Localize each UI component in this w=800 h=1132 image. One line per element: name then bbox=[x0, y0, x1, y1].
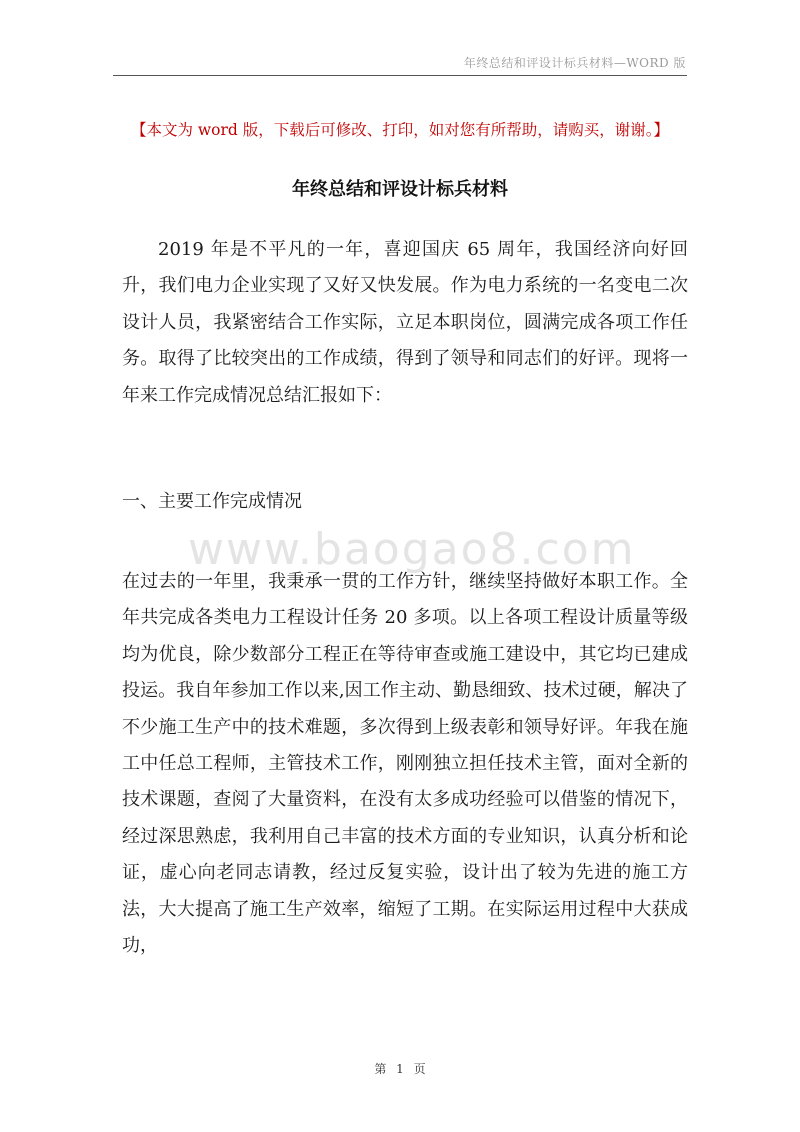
page-prefix: 第 bbox=[374, 1062, 387, 1076]
running-header: 年终总结和评设计标兵材料—WORD 版 bbox=[463, 56, 686, 70]
header-divider bbox=[113, 75, 687, 76]
document-title: 年终总结和评设计标兵材料 bbox=[292, 179, 508, 200]
page-number: 1 bbox=[396, 1062, 404, 1076]
page-suffix: 页 bbox=[413, 1062, 426, 1076]
intro-paragraph: 2019 年是不平凡的一年，喜迎国庆 65 周年，我国经济向好回升，我们电力企业实现了又好又快发展。作为电力系统的一名变电二次设计人员，我紧密结合工作实际，立足本职岗位，圆满完成各项工作任务。取得了比较突出的工作成绩，得到了领导和同志们的好评。现将一年来工作完成情况总结汇报如下： bbox=[122, 239, 688, 406]
section-heading: 一、主要工作完成情况 bbox=[122, 491, 302, 512]
body-paragraph: 在过去的一年里，我秉承一贯的工作方针，继续坚持做好本职工作。全年共完成各类电力工程设计任务 20 多项。以上各项工程设计质量等级均为优良，除少数部分工程正在等待审查或施工建设中，其它均已建成投运。我自年参加工作以来,因工作主动、勤恳细致、技术过硬，解决了不少施工生产中的技术难题，多次得到上级表彰和领导好评。年我在施工中任总工程师，主管技术工作，刚刚独立担任技术主管，面对全新的技术课题，查阅了大量资料，在没有太多成功经验可以借鉴的情况下，经过深思熟虑，我利用自己丰富的技术方面的专业知识，认真分析和论证，虚心向老同志请教，经过反复实验，设计出了较为先进的施工方法，大大提高了施工生产效率，缩短了工期。在实际运用过程中大获成功， bbox=[122, 571, 688, 957]
page-footer bbox=[0, 1060, 800, 1077]
watermark: www.baogao8.com bbox=[188, 524, 636, 575]
download-notice: 【本文为 word 版，下载后可修改、打印，如对您有所帮助，请购买，谢谢。】 bbox=[130, 121, 670, 139]
